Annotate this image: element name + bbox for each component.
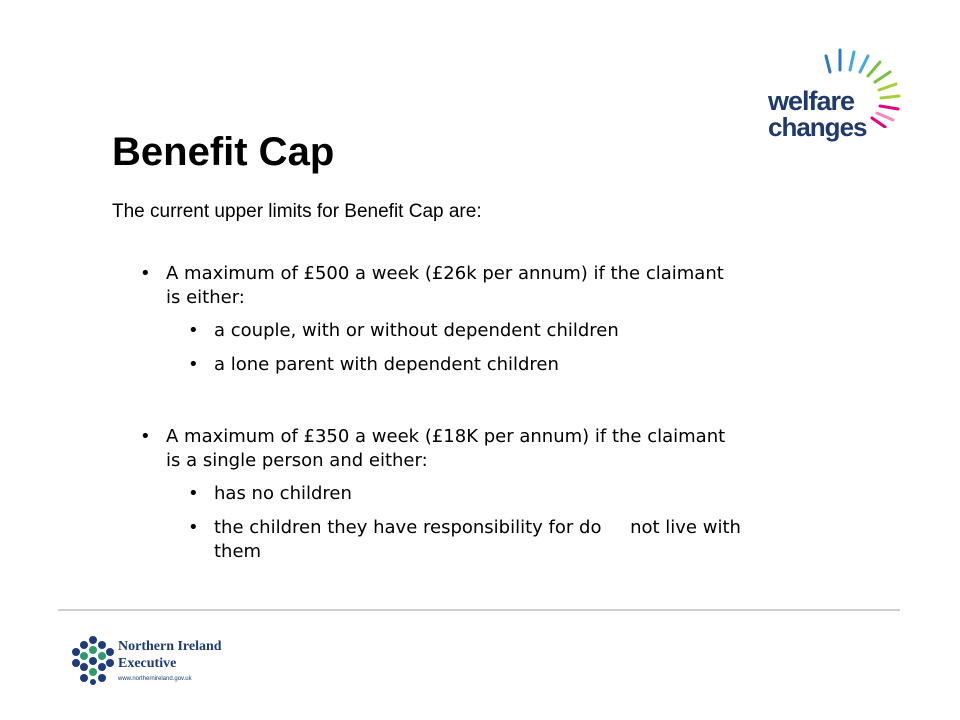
- sub-bullet-item: [112, 482, 852, 506]
- bullet-text-line1: A maximum of £500 a week (£26k per annum) if the claimant: [166, 263, 724, 284]
- sub-bullet-item: [112, 353, 852, 377]
- org-name-line2: Executive: [118, 656, 177, 671]
- bullet-icon: •: [140, 426, 151, 447]
- sub-bullet-text: a lone parent with dependent children: [214, 354, 559, 375]
- sub-bullet-text: a couple, with or without dependent children: [214, 320, 619, 341]
- northern-ireland-executive-logo: [70, 634, 290, 690]
- org-name-line1: Northern Ireland: [118, 639, 222, 654]
- logo-line-1: welfare: [768, 86, 855, 116]
- bullet-icon: •: [188, 517, 199, 538]
- slide-title: Benefit Cap: [112, 130, 335, 174]
- intro-text: The current upper limits for Benefit Cap are:: [112, 201, 482, 222]
- logo-line-2: changes: [768, 112, 867, 142]
- bullet-item: [112, 425, 852, 473]
- sub-bullet-text-line1: the children they have responsibility for do not live with: [214, 517, 741, 538]
- sub-bullet-text: has no children: [214, 483, 352, 504]
- sub-bullet-item: [112, 319, 852, 343]
- bullet-icon: •: [188, 483, 199, 504]
- sub-bullet-item: [112, 516, 852, 564]
- bullet-text-line1: A maximum of £350 a week (£18K per annum) if the claimant: [166, 426, 726, 447]
- org-url: www.northernireland.gov.uk: [118, 676, 192, 682]
- hexagon-cluster-icon: [70, 634, 116, 686]
- org-name: [118, 638, 222, 672]
- bullet-icon: •: [140, 263, 151, 284]
- bullet-item: [112, 262, 852, 310]
- bullet-icon: •: [188, 320, 199, 341]
- bullet-text-line2: is either:: [166, 287, 245, 308]
- welfare-changes-logo: [760, 38, 910, 142]
- sub-bullet-text-line2: them: [214, 541, 262, 562]
- bullet-list: [112, 262, 852, 564]
- bullet-icon: •: [188, 354, 199, 375]
- bullet-text-line2: is a single person and either:: [166, 450, 428, 471]
- footer-divider: [58, 609, 900, 611]
